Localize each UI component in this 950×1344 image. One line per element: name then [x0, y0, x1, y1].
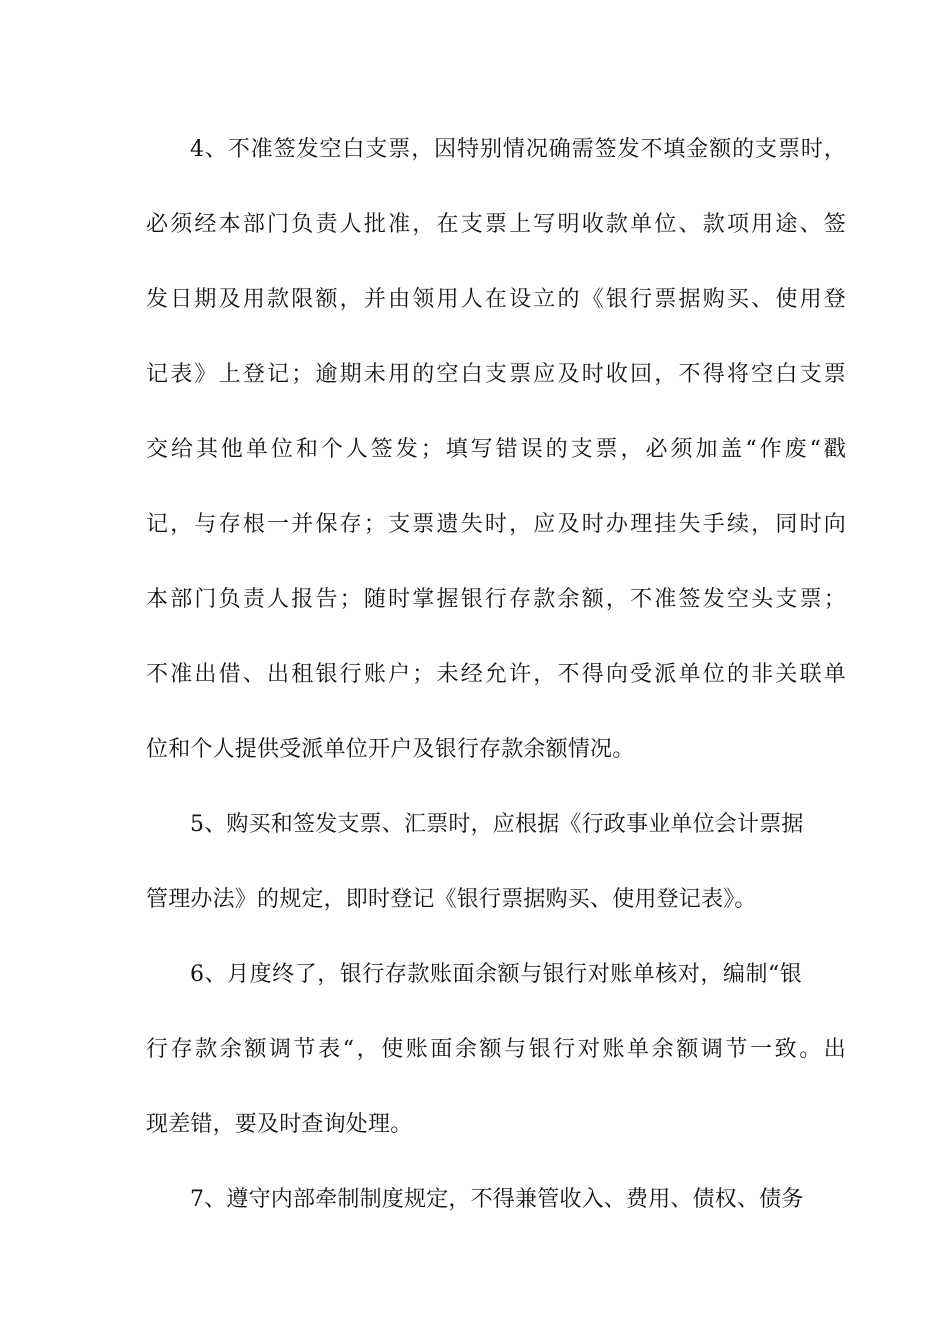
paragraph-7-line-1: 7、遵守内部牵制制度规定，不得兼管收入、费用、债权、债务 — [190, 1187, 804, 1212]
paragraph-6-line-3: 现差错，要及时查询处理。 — [146, 1112, 413, 1137]
paragraph-5-line-2: 管理办法》的规定，即时登记《银行票据购买、使用登记表》。 — [146, 887, 757, 912]
paragraph-4-line-6: 记，与存根一并保存；支票遗失时，应及时办理挂失手续，同时向 — [146, 512, 846, 537]
paragraph-4-line-8: 不准出借、出租银行账户；未经允许，不得向受派单位的非关联单 — [146, 662, 846, 687]
paragraph-4-line-3: 发日期及用款限额，并由领用人在设立的《银行票据购买、使用登 — [146, 287, 846, 312]
paragraph-4-line-7: 本部门负责人报告；随时掌握银行存款余额，不准签发空头支票； — [146, 587, 846, 612]
paragraph-6-line-2: 行存款余额调节表“，使账面余额与银行对账单余额调节一致。出 — [146, 1037, 846, 1062]
paragraph-4-line-9: 位和个人提供受派单位开户及银行存款余额情况。 — [146, 737, 635, 762]
paragraph-5-line-1: 5、购买和签发支票、汇票时，应根据《行政事业单位会计票据 — [190, 812, 804, 837]
paragraph-4-line-5: 交给其他单位和个人签发；填写错误的支票，必须加盖“作废“戳 — [146, 437, 846, 462]
paragraph-6-line-1: 6、月度终了，银行存款账面余额与银行对账单核对，编制“银 — [190, 962, 802, 987]
paragraph-4-line-1: 4、不准签发空白支票，因特别情况确需签发不填金额的支票时， — [190, 137, 846, 162]
paragraph-4-line-2: 必须经本部门负责人批准，在支票上写明收款单位、款项用途、签 — [146, 212, 846, 237]
paragraph-4-line-4: 记表》上登记；逾期未用的空白支票应及时收回，不得将空白支票 — [146, 362, 846, 387]
